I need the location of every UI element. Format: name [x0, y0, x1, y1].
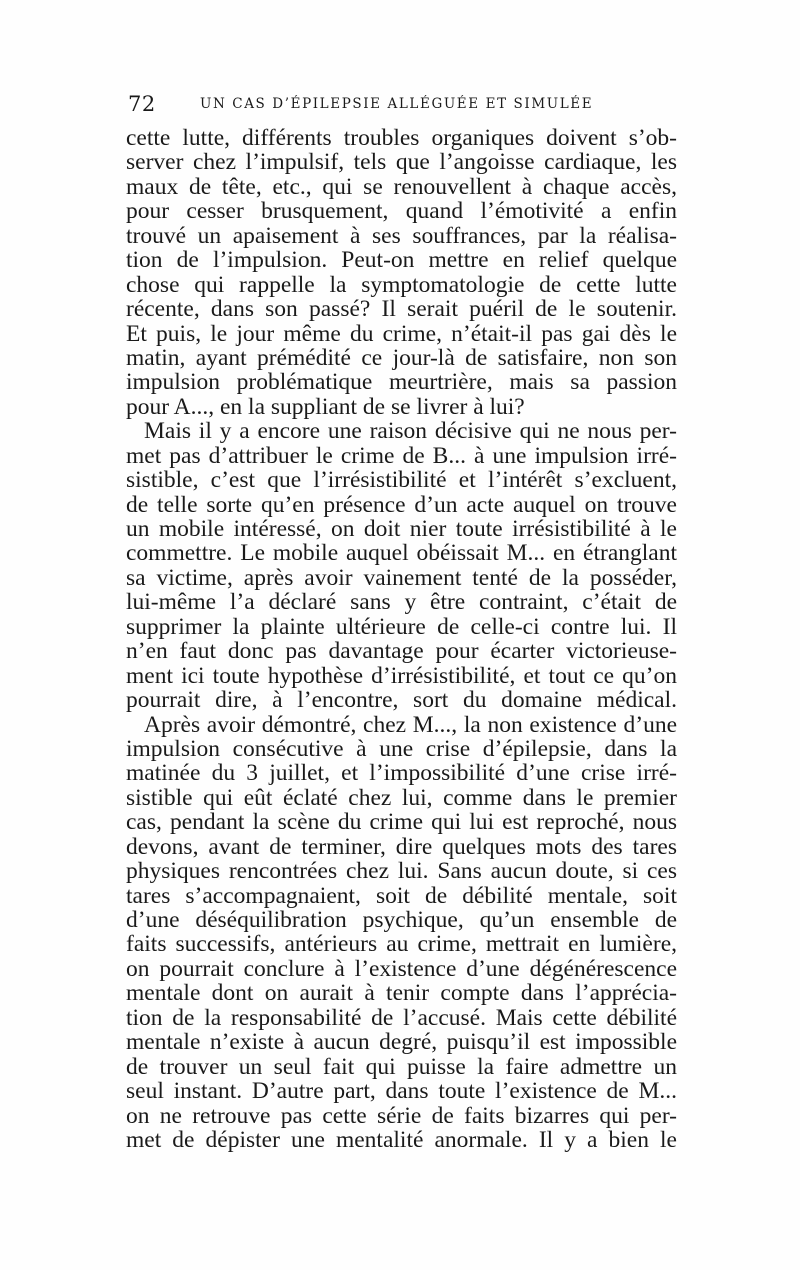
text-line: impulsion consécutive à une crise d’épilepsie, dans la [126, 735, 677, 762]
text-line: récente, dans son passé? Il serait puéril de le soutenir. [126, 296, 677, 323]
text-line: tion de la responsabilité de l’accusé. Mais cette débilité [126, 1004, 677, 1031]
text-line: on pourrait conclure à l’existence d’une dégénérescence [126, 955, 677, 982]
text-line: tion de l’impulsion. Peut-on mettre en relief quelque [126, 247, 677, 274]
text-line: n’en faut donc pas davantage pour écarter victorieuse- [126, 638, 677, 665]
text-line: lui-même l’a déclaré sans y être contraint, c’était de [126, 589, 677, 616]
text-line: commettre. Le mobile auquel obéissait M... en étranglant [126, 540, 677, 567]
text-line: on ne retrouve pas cette série de faits bizarres qui per- [126, 1102, 677, 1129]
text-line: de telle sorte qu’en présence d’un acte auquel on trouve [126, 491, 677, 518]
text-line: cas, pendant la scène du crime qui lui est reproché, nous [126, 809, 677, 836]
text-line: pour cesser brusquement, quand l’émotivité a enfin [126, 198, 677, 225]
text-line: maux de tête, etc., qui se renouvellent à chaque accès, [126, 173, 677, 200]
text-line: ment ici toute hypothèse d’irrésistibilité, et tout ce qu’on [126, 662, 677, 689]
text-line: impulsion problématique meurtrière, mais sa passion [126, 369, 677, 396]
text-line: matinée du 3 juillet, et l’impossibilité d’une crise irré- [126, 760, 677, 787]
text-line: met pas d’attribuer le crime de B... à une impulsion irré- [126, 442, 677, 469]
text-line: sa victime, après avoir vainement tenté de la posséder, [126, 564, 677, 591]
text-line: tares s’accompagnaient, soit de débilité mentale, soit [126, 882, 677, 909]
page-header [124, 92, 680, 122]
text-line: de trouver un seul fait qui puisse la faire admettre un [126, 1053, 677, 1080]
text-line: matin, ayant prémédité ce jour-là de satisfaire, non son [126, 344, 677, 371]
text-line: seul instant. D’autre part, dans toute l’existence de M... [126, 1078, 677, 1105]
text-line: cette lutte, différents troubles organiques doivent s’ob- [126, 125, 677, 151]
paragraph-end-line: pourrait dire, à l’encontre, sort du domaine médical. [126, 687, 677, 714]
paragraph-start-line: Après avoir démontré, chez M..., la non existence d’une [144, 711, 677, 738]
text-line: physiques rencontrées chez lui. Sans aucun doute, si ces [126, 858, 677, 885]
text-line: trouvé un apaisement à ses souffrances, par la réalisa- [126, 222, 677, 249]
paragraph-start-line: Mais il y a encore une raison décisive qui ne nous per- [144, 418, 677, 445]
text-line: mentale n’existe à aucun degré, puisqu’il est impossible [126, 1029, 677, 1056]
text-line: d’une déséquilibration psychique, qu’un ensemble de [126, 907, 677, 933]
text-line: chose qui rappelle la symptomatologie de cette lutte [126, 271, 677, 298]
text-line: Et puis, le jour même du crime, n’était-il pas gai dès le [126, 320, 677, 347]
text-line: sistible qui eût éclaté chez lui, comme dans le premier [126, 784, 677, 811]
page-number: 72 [128, 92, 156, 116]
body-text [126, 126, 677, 1152]
text-line: un mobile intéressé, on doit nier toute irrésistibilité à le [126, 516, 677, 542]
text-line: faits successifs, antérieurs au crime, mettrait en lumière, [126, 931, 677, 958]
text-line: devons, avant de terminer, dire quelques mots des tares [126, 833, 677, 860]
paragraph-end-line: pour A..., en la suppliant de se livrer à lui? [126, 393, 525, 420]
text-line: sistible, c’est que l’irrésistibilité et l’intérêt s’excluent, [126, 467, 677, 494]
text-line: mentale dont on aurait à tenir compte dans l’apprécia- [126, 980, 677, 1007]
running-title: UN CAS D’ÉPILEPSIE ALLÉGUÉE ET SIMULÉE [200, 96, 594, 112]
text-line: server chez l’impulsif, tels que l’angoisse cardiaque, les [126, 149, 677, 176]
text-line: met de dépister une mentalité anormale. Il y a bien le [126, 1126, 677, 1153]
text-line: supprimer la plainte ultérieure de celle-ci contre lui. Il [126, 613, 677, 640]
